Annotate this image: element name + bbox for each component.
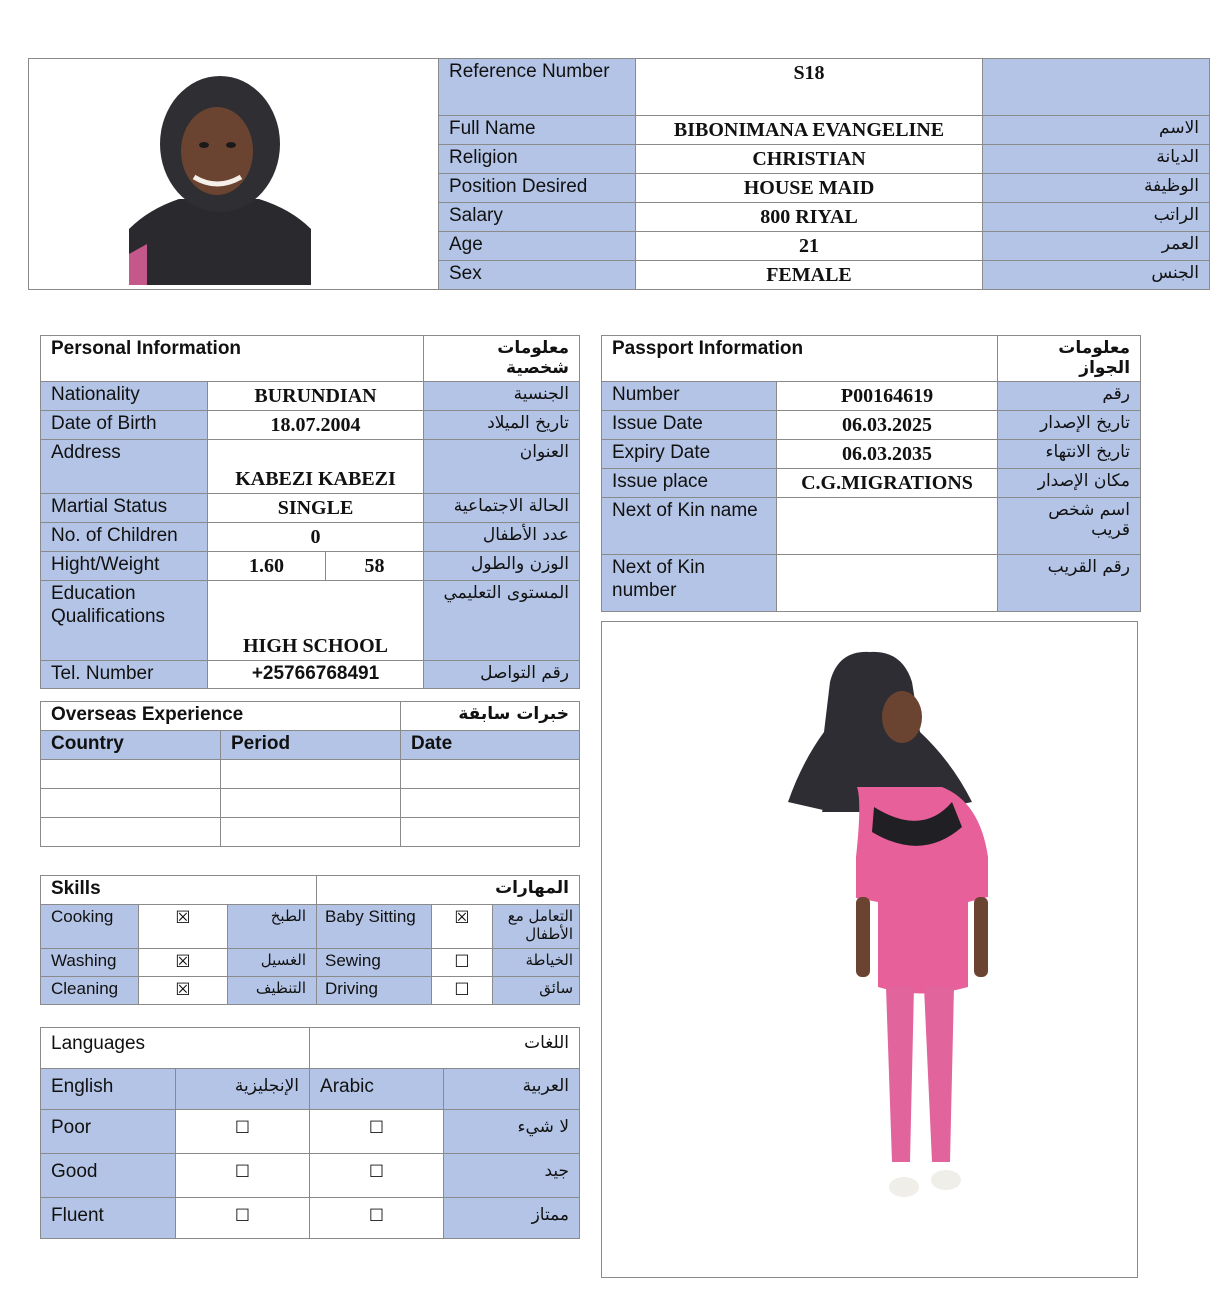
skill-sewing-ar: الخياطة — [493, 949, 580, 977]
experience-table — [40, 701, 580, 847]
col-period: Period — [221, 731, 401, 760]
level-good-label: Good — [41, 1154, 176, 1198]
height-weight-ar: الوزن والطول — [424, 551, 580, 580]
personal-info-title: Personal Information — [41, 336, 424, 382]
arabic-fluent-checkbox[interactable]: ☐ — [368, 1206, 385, 1226]
passport-info-title: Passport Information — [602, 336, 998, 382]
list-item — [41, 1198, 580, 1239]
portrait-photo-frame — [28, 58, 439, 290]
experience-period — [221, 818, 401, 847]
full-name-label: Full Name — [439, 116, 636, 145]
kin-number-value — [777, 554, 998, 611]
reference-number-ar — [983, 59, 1210, 116]
marital-label: Martial Status — [41, 493, 208, 522]
tel-ar: رقم التواصل — [424, 660, 580, 688]
languages-table — [40, 1027, 580, 1239]
level-fluent-ar: ممتاز — [444, 1198, 580, 1239]
issue-date-ar: تاريخ الإصدار — [998, 410, 1141, 439]
skill-driving-checkbox[interactable]: ☐ — [454, 979, 470, 1000]
tel-label: Tel. Number — [41, 660, 208, 688]
skill-washing-ar: الغسيل — [228, 949, 317, 977]
level-good-ar: جيد — [444, 1154, 580, 1198]
passport-number-value: P00164619 — [777, 381, 998, 410]
col-country: Country — [41, 731, 221, 760]
skill-baby-sitting-label: Baby Sitting — [317, 905, 432, 949]
experience-date — [401, 760, 580, 789]
age-value: 21 — [636, 232, 983, 261]
passport-number-ar: رقم — [998, 381, 1141, 410]
age-label: Age — [439, 232, 636, 261]
kin-name-label: Next of Kin name — [602, 497, 777, 554]
position-value: HOUSE MAID — [636, 174, 983, 203]
languages-title-ar: اللغات — [310, 1028, 580, 1069]
kin-name-ar: اسم شخص قريب — [998, 497, 1141, 554]
full-body-photo — [602, 622, 1137, 1277]
skill-cleaning-label: Cleaning — [41, 976, 139, 1004]
expiry-date-ar: تاريخ الانتهاء — [998, 439, 1141, 468]
dob-label: Date of Birth — [41, 410, 208, 439]
reference-number-label: Reference Number — [439, 59, 636, 116]
salary-value: 800 RIYAL — [636, 203, 983, 232]
reference-number-value: S18 — [636, 59, 983, 116]
skill-sewing-label: Sewing — [317, 949, 432, 977]
children-value: 0 — [208, 522, 424, 551]
skill-cleaning-checkbox[interactable]: ☒ — [175, 979, 191, 1000]
full-name-ar: الاسم — [983, 116, 1210, 145]
skills-title-ar: المهارات — [317, 876, 580, 905]
religion-label: Religion — [439, 145, 636, 174]
english-fluent-checkbox[interactable]: ☐ — [234, 1206, 251, 1226]
sex-label: Sex — [439, 261, 636, 290]
dob-value: 18.07.2004 — [208, 410, 424, 439]
english-ar: الإنجليزية — [176, 1069, 310, 1110]
height-value: 1.60 — [208, 551, 326, 580]
experience-country — [41, 818, 221, 847]
sex-value: FEMALE — [636, 261, 983, 290]
experience-title-ar: خبرات سابقة — [401, 702, 580, 731]
experience-title: Overseas Experience — [41, 702, 401, 731]
experience-period — [221, 789, 401, 818]
address-value: KABEZI KABEZI — [208, 439, 424, 493]
address-ar: العنوان — [424, 439, 580, 493]
issue-date-value: 06.03.2025 — [777, 410, 998, 439]
height-weight-label: Hight/Weight — [41, 551, 208, 580]
skill-baby-sitting-ar: التعامل مع الأطفال — [493, 905, 580, 949]
full-name-value: BIBONIMANA EVANGELINE — [636, 116, 983, 145]
experience-country — [41, 789, 221, 818]
experience-period — [221, 760, 401, 789]
position-label: Position Desired — [439, 174, 636, 203]
arabic-ar: العربية — [444, 1069, 580, 1110]
english-label: English — [41, 1069, 176, 1110]
kin-number-label: Next of Kin number — [602, 554, 777, 611]
children-ar: عدد الأطفال — [424, 522, 580, 551]
languages-title: Languages — [41, 1028, 310, 1069]
address-label: Address — [41, 439, 208, 493]
issue-place-ar: مكان الإصدار — [998, 468, 1141, 497]
expiry-date-label: Expiry Date — [602, 439, 777, 468]
tel-value: +25766768491 — [208, 660, 424, 688]
experience-country — [41, 760, 221, 789]
marital-value: SINGLE — [208, 493, 424, 522]
education-label: Education Qualifications — [41, 580, 208, 660]
english-good-checkbox[interactable]: ☐ — [234, 1162, 251, 1182]
issue-place-value: C.G.MIGRATIONS — [777, 468, 998, 497]
profile-table — [438, 58, 1210, 290]
personal-info-title-ar: معلومات شخصية — [424, 336, 580, 382]
age-ar: العمر — [983, 232, 1210, 261]
skill-driving-label: Driving — [317, 976, 432, 1004]
dob-ar: تاريخ الميلاد — [424, 410, 580, 439]
table-row — [41, 789, 580, 818]
nationality-label: Nationality — [41, 381, 208, 410]
list-item — [41, 1154, 580, 1198]
arabic-label: Arabic — [310, 1069, 444, 1110]
list-item — [41, 976, 580, 1004]
passport-number-label: Number — [602, 381, 777, 410]
list-item — [41, 905, 580, 949]
expiry-date-value: 06.03.2035 — [777, 439, 998, 468]
education-value: HIGH SCHOOL — [208, 580, 424, 660]
education-ar: المستوى التعليمي — [424, 580, 580, 660]
skills-table — [40, 875, 580, 1005]
english-poor-checkbox[interactable]: ☐ — [234, 1118, 251, 1138]
level-poor-ar: لا شيء — [444, 1110, 580, 1154]
level-poor-label: Poor — [41, 1110, 176, 1154]
experience-date — [401, 818, 580, 847]
col-date: Date — [401, 731, 580, 760]
table-row — [41, 818, 580, 847]
skill-washing-label: Washing — [41, 949, 139, 977]
portrait-photo — [29, 59, 438, 289]
skill-cooking-checkbox[interactable]: ☒ — [175, 908, 191, 928]
skill-cooking-label: Cooking — [41, 905, 139, 949]
skill-washing-checkbox[interactable]: ☒ — [175, 952, 191, 972]
skill-cleaning-ar: التنظيف — [228, 976, 317, 1004]
salary-label: Salary — [439, 203, 636, 232]
skill-sewing-checkbox[interactable]: ☐ — [454, 952, 470, 972]
religion-value: CHRISTIAN — [636, 145, 983, 174]
kin-name-value — [777, 497, 998, 554]
level-fluent-label: Fluent — [41, 1198, 176, 1239]
issue-place-label: Issue place — [602, 468, 777, 497]
skills-title: Skills — [41, 876, 317, 905]
salary-ar: الراتب — [983, 203, 1210, 232]
children-label: No. of Children — [41, 522, 208, 551]
experience-date — [401, 789, 580, 818]
sex-ar: الجنس — [983, 261, 1210, 290]
religion-ar: الديانة — [983, 145, 1210, 174]
list-item — [41, 1110, 580, 1154]
arabic-poor-checkbox[interactable]: ☐ — [368, 1118, 385, 1138]
table-row — [41, 760, 580, 789]
passport-info-table — [601, 335, 1141, 612]
arabic-good-checkbox[interactable]: ☐ — [368, 1162, 385, 1182]
position-ar: الوظيفة — [983, 174, 1210, 203]
passport-info-title-ar: معلومات الجواز — [998, 336, 1141, 382]
full-body-photo-frame — [601, 621, 1138, 1278]
nationality-value: BURUNDIAN — [208, 381, 424, 410]
issue-date-label: Issue Date — [602, 410, 777, 439]
marital-ar: الحالة الاجتماعية — [424, 493, 580, 522]
skill-driving-ar: سائق — [493, 976, 580, 1004]
nationality-ar: الجنسية — [424, 381, 580, 410]
list-item — [41, 949, 580, 977]
personal-info-table — [40, 335, 580, 689]
skill-baby-sitting-checkbox[interactable]: ☒ — [454, 908, 470, 928]
weight-value: 58 — [326, 551, 424, 580]
kin-number-ar: رقم القريب — [998, 554, 1141, 611]
skill-cooking-ar: الطبخ — [228, 905, 317, 949]
